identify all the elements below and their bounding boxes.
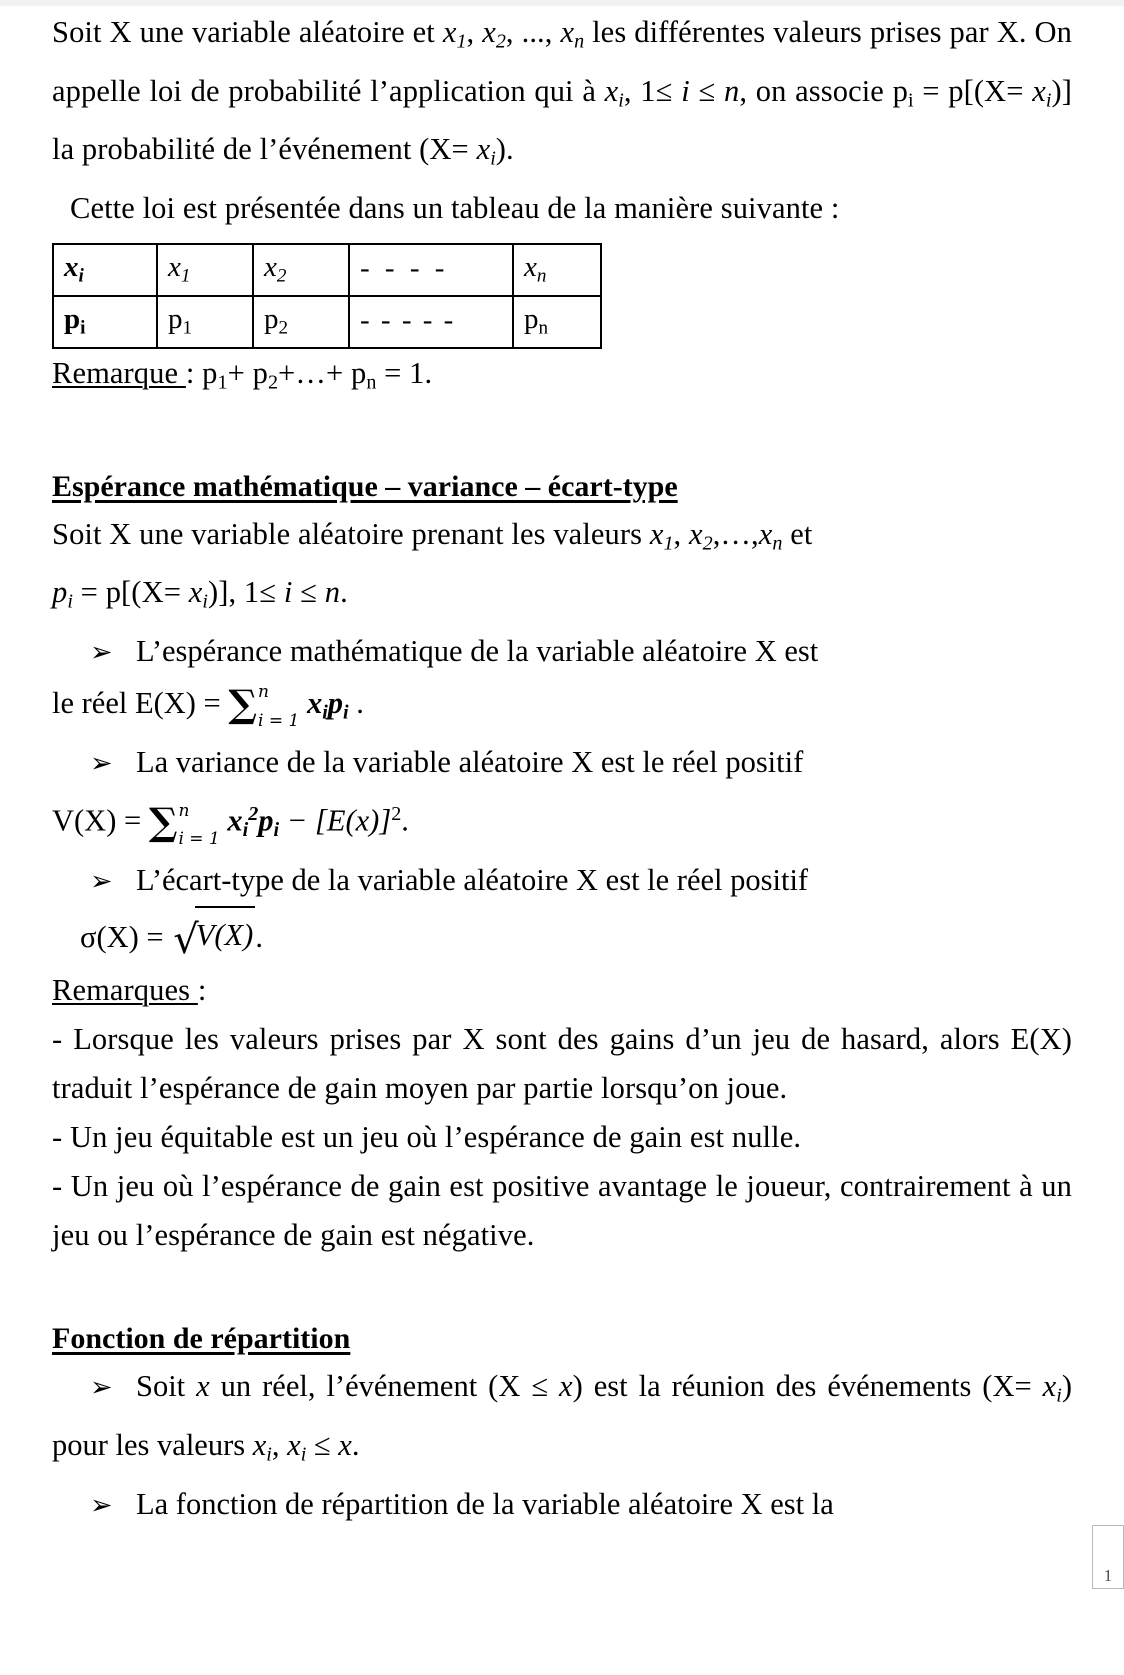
bullet-expectation-text: L’espérance mathématique de la variable aléatoire X est xyxy=(136,633,819,668)
bullet-expectation xyxy=(52,627,1072,677)
bullet-variance-text: La variance de la variable aléatoire X est le réel positif xyxy=(136,745,804,780)
bullet-arrow-icon: ➢ xyxy=(90,1372,113,1403)
var-x2: x xyxy=(482,15,496,49)
table-cell-p2: $p_2$ xyxy=(253,296,349,348)
var-x1: x xyxy=(442,15,457,49)
intro-text-d: les différentes valeurs prises par X. On appelle loi de probabilité l’application qui à xyxy=(52,15,1073,108)
var-xi-2-sub: i xyxy=(1045,89,1052,112)
table-cell-x-ellipsis: - - - - xyxy=(349,244,513,296)
bullet-arrow-icon: ➢ xyxy=(90,636,113,667)
intro-text-a: Soit X une variable aléatoire et xyxy=(52,15,443,49)
expectation-lead: Soit X une variable aléatoire prenant les valeurs $x_1$, $x_2,\dots,x_n$ et xyxy=(52,516,813,555)
summation-limits: n i = 1 xyxy=(178,800,220,849)
bullet-variance xyxy=(52,738,1072,788)
var-xi: x xyxy=(604,73,619,108)
var-i: i xyxy=(681,73,690,108)
expectation-heading-wrap xyxy=(52,464,1072,510)
intro-text-j: )] la probabilité de l’événement (X= xyxy=(52,73,1072,167)
table-cell-p1: $p_1$ xyxy=(157,296,253,348)
table-header-xi: $x_i$ xyxy=(53,244,157,296)
intro-text-f: ≤ xyxy=(689,73,724,108)
intro-text-k: ). xyxy=(495,132,514,167)
distribution-heading-wrap xyxy=(52,1316,1072,1362)
remark-item-2: - Un jeu équitable est un jeu où l’espérance de gain est nulle. xyxy=(52,1120,802,1155)
table-cell-x2: $x_2$ xyxy=(253,244,349,296)
intro-text-g: , on associe p xyxy=(739,73,908,108)
bullet-standard-deviation-text: L’écart-type de la variable aléatoire X est le réel positif xyxy=(136,863,809,898)
var-x2-sub: 2 xyxy=(495,30,506,53)
var-n: n xyxy=(723,73,740,108)
bullet-distribution-2-text: La fonction de répartition de la variable aléatoire X est la xyxy=(136,1486,834,1521)
bullet-arrow-icon: ➢ xyxy=(90,748,113,779)
remarks-heading-line xyxy=(52,966,1072,1015)
intro-text-b: , xyxy=(466,15,483,49)
remark-body-a: : p xyxy=(185,355,218,390)
spacer-2 xyxy=(52,1260,1072,1316)
bullet-arrow-icon: ➢ xyxy=(90,866,113,897)
remark-body-c: +…+ p xyxy=(278,355,367,390)
var-xn-sub: n xyxy=(574,30,585,53)
table-row-x xyxy=(53,244,601,296)
intro-text-c: , ..., xyxy=(505,15,561,49)
remark-label: Remarque xyxy=(52,355,186,390)
var-xi-3-sub: i xyxy=(490,147,496,170)
formula-expectation: le réel E(X) = ∑ n i = 1 $x_ip_i$ . xyxy=(52,677,1072,739)
intro-text-h: = p[(X= xyxy=(913,73,1033,108)
radicand-value: V(X) xyxy=(195,906,256,961)
var-xi-sub: i xyxy=(618,89,624,112)
bullet-distribution-2 xyxy=(52,1480,1072,1530)
section-heading-distribution-function: Fonction de répartition xyxy=(52,1322,351,1356)
section-heading-expectation: Espérance mathématique – variance – écart-type xyxy=(52,469,678,503)
bullet-distribution-1: ➢ Soit x un réel, l’événement (X ≤ x) est la réunion des événements $(X= x_i)$ pour les valeurs $x_i$, $x_i \le x$. xyxy=(52,1362,1072,1479)
intro-paragraph-1 xyxy=(52,8,1072,184)
summation-symbol: ∑ n i = 1 xyxy=(228,680,300,731)
page-top-band xyxy=(0,0,1124,6)
table-cell-pn: $p_n$ xyxy=(513,296,601,348)
bullet-standard-deviation xyxy=(52,856,1072,906)
remark-item-3: - Un jeu où l’espérance de gain est positive avantage le joueur, contrairement à un jeu ou l’espérance de gain est négative. xyxy=(52,1169,1072,1253)
remark-single-line: Remarque : $p_1+$ $p_2+\dots+ p_n = 1$. xyxy=(52,355,433,394)
remark-body-b: + p xyxy=(227,355,268,390)
formula-standard-deviation: σ(X) = √V(X). xyxy=(52,906,1072,966)
probability-law-table xyxy=(52,243,602,349)
summation-symbol: ∑ n i = 1 xyxy=(148,798,220,849)
var-pi-sub: i xyxy=(907,89,914,112)
remark-body-d: = 1. xyxy=(376,355,433,390)
bullet-arrow-icon: ➢ xyxy=(90,1489,113,1520)
expectation-lead-line2: $p_i = p[(X= x_i)]$, 1≤ i ≤ n. xyxy=(52,575,348,613)
remarks-label: Remarques xyxy=(52,973,198,1008)
remarks-colon: : xyxy=(197,973,207,1008)
var-xi-3: x xyxy=(476,132,491,167)
spacer-1 xyxy=(52,408,1072,464)
page-number-badge: 1 xyxy=(1092,1525,1124,1589)
table-row-p xyxy=(53,296,601,348)
intro-paragraph-2: Cette loi est présentée dans un tableau de la manière suivante : xyxy=(70,190,840,225)
table-cell-x1: $x_1$ xyxy=(157,244,253,296)
table-cell-xn: $x_n$ xyxy=(513,244,601,296)
var-xi-2: x xyxy=(1032,73,1046,108)
intro-text-e: , 1≤ xyxy=(623,73,682,108)
table-header-pi: $p_i$ xyxy=(53,296,157,348)
var-xn: x xyxy=(560,15,575,49)
remark-item-1: - Lorsque les valeurs prises par X sont des gains d’un jeu de hasard, alors E(X) traduit l’espérance de gain moyen par partie lorsqu’on joue. xyxy=(52,1022,1072,1106)
summation-limits: n i = 1 xyxy=(258,682,300,731)
square-root-icon: √V(X) xyxy=(171,906,255,966)
var-x1-sub: 1 xyxy=(456,30,467,53)
formula-variance: V(X) = ∑ n i = 1 $x_i^2p_i - [E(x)]^2$. xyxy=(52,788,1072,856)
table-cell-p-ellipsis: - - - - - xyxy=(349,296,513,348)
